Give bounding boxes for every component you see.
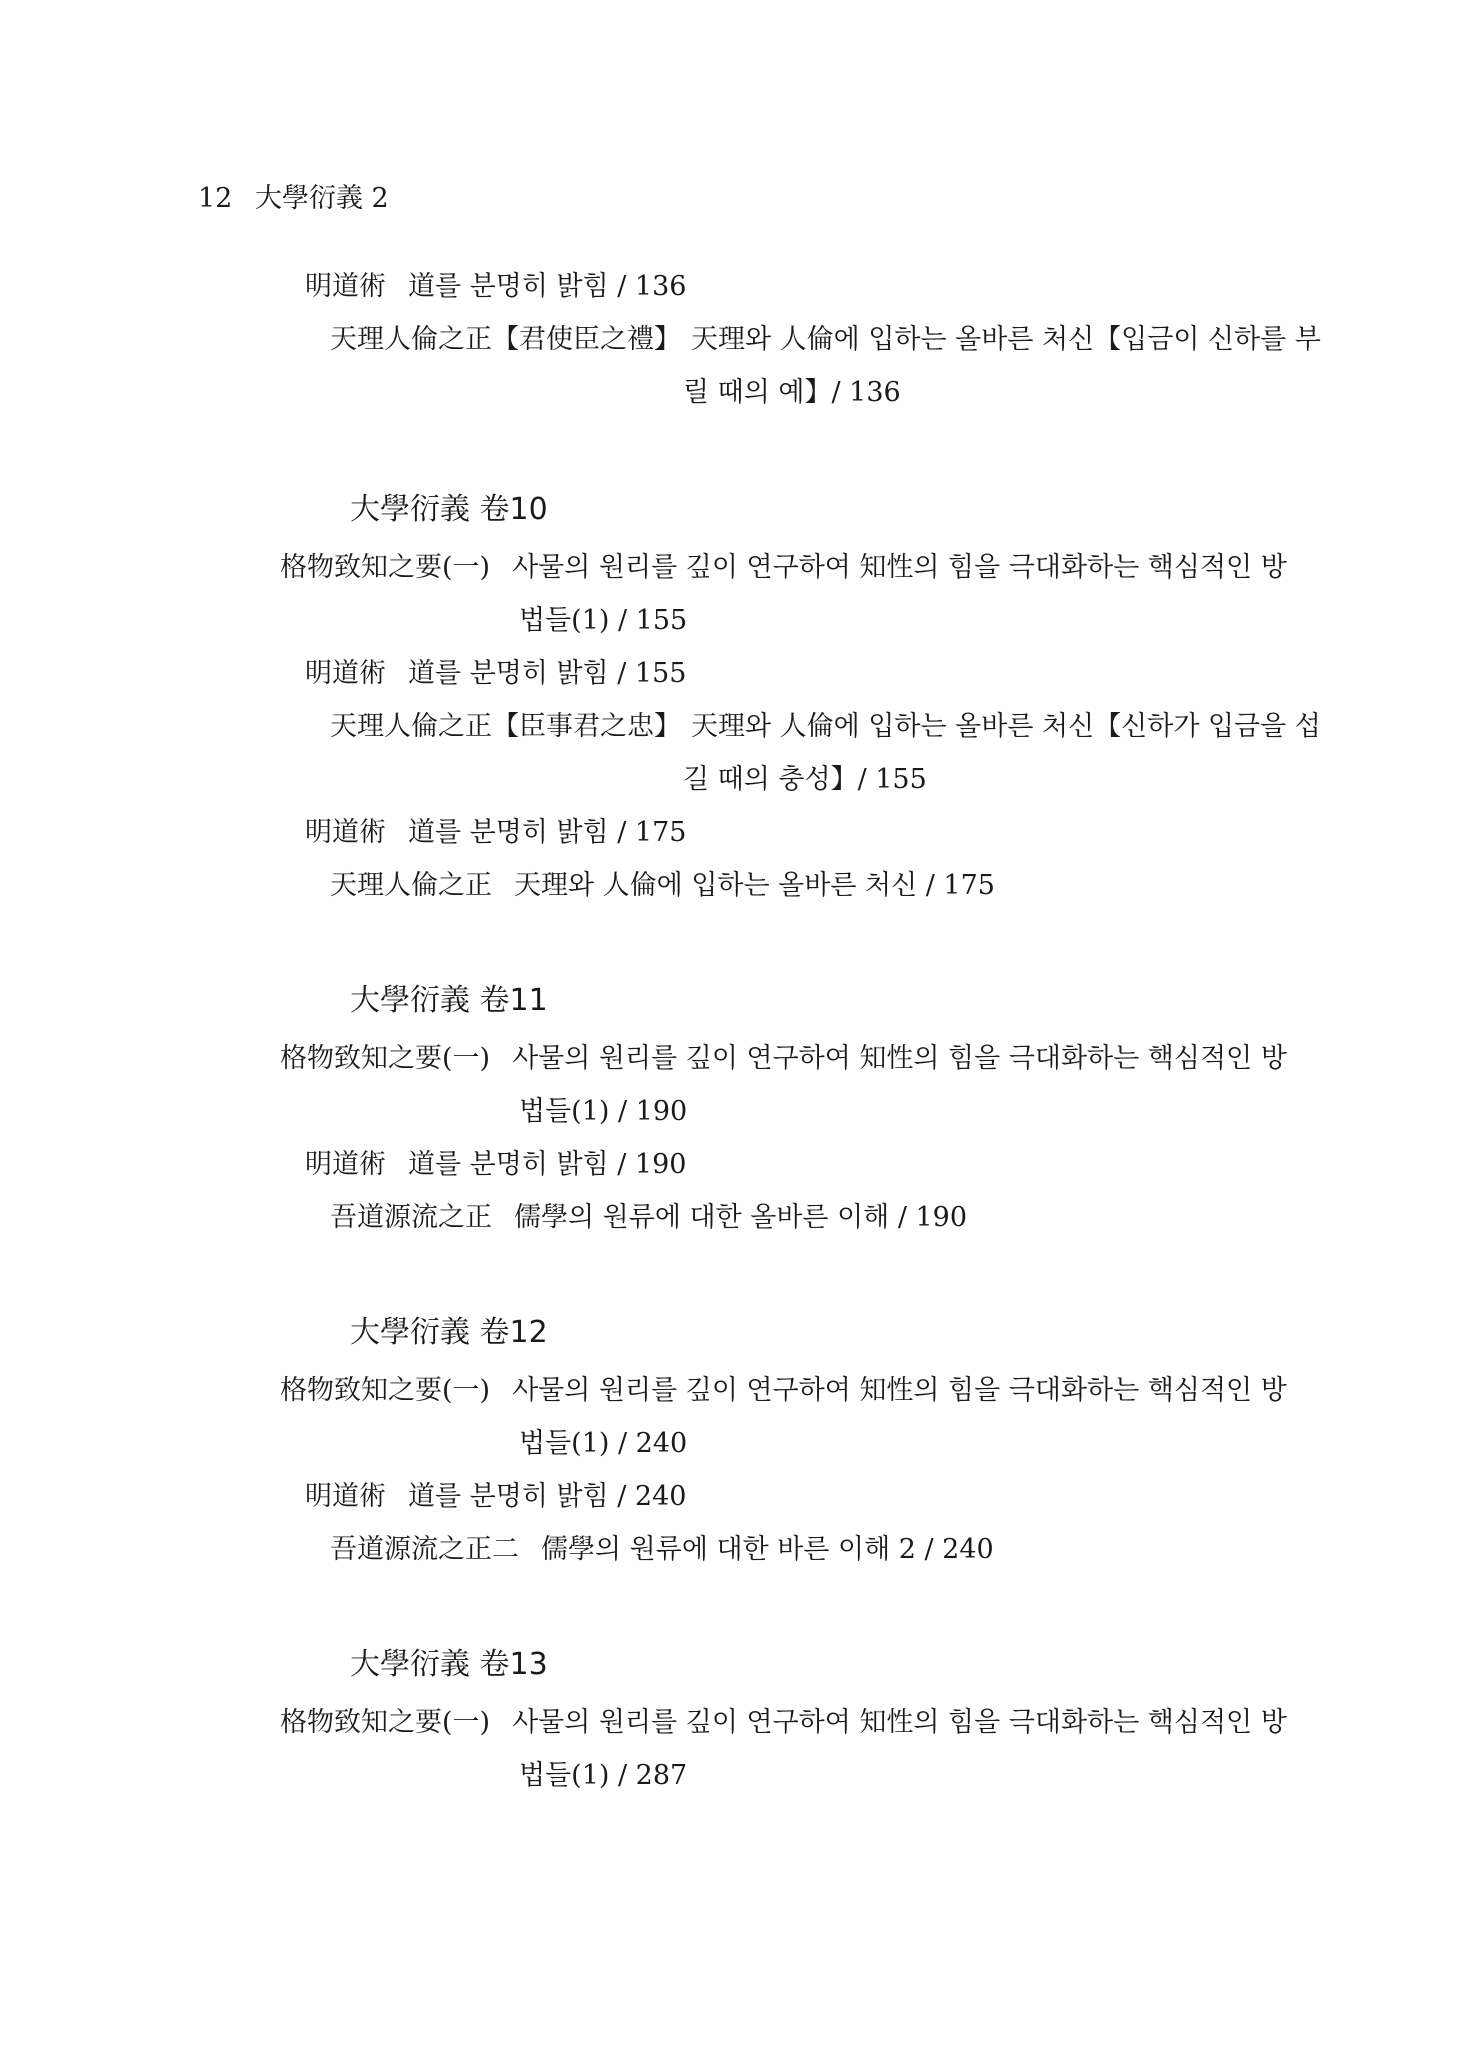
entry-text: 道를 분명히 밝힘 / 136 xyxy=(408,271,687,302)
entry-head: 天理人倫之正【臣事君之忠】 xyxy=(330,711,681,742)
toc-entry-continuation: 법들(1) / 190 xyxy=(519,1096,688,1127)
toc-entry xyxy=(280,1042,1287,1076)
entry-head: 吾道源流之正二 xyxy=(330,1534,519,1565)
entry-text: 사물의 원리를 깊이 연구하여 知性의 힘을 극대화하는 핵심적인 방 xyxy=(512,1043,1287,1074)
entry-text: 天理와 人倫에 입하는 올바른 처신【입금이 신하를 부 xyxy=(691,324,1321,355)
entry-head: 天理人倫之正 xyxy=(330,870,492,901)
toc-entry-continuation: 법들(1) / 287 xyxy=(519,1760,688,1791)
entry-text: 道를 분명히 밝힘 / 190 xyxy=(408,1149,687,1180)
toc-entry xyxy=(305,657,686,691)
volume-title: 大學衍義 卷13 xyxy=(350,1647,548,1682)
toc-entry-continuation: 법들(1) / 155 xyxy=(519,605,688,636)
toc-entry-continuation: 길 때의 충성】/ 155 xyxy=(683,764,927,795)
entry-text: 사물의 원리를 깊이 연구하여 知性의 힘을 극대화하는 핵심적인 방 xyxy=(512,552,1287,583)
toc-entry xyxy=(330,323,1321,357)
page-header xyxy=(198,176,403,215)
toc-entry xyxy=(330,710,1321,744)
toc-entry xyxy=(305,270,686,304)
entry-head: 吾道源流之正 xyxy=(330,1202,492,1233)
entry-head: 明道術 xyxy=(305,658,386,689)
volume-title: 大學衍義 卷11 xyxy=(350,983,548,1018)
toc-entry xyxy=(305,816,686,850)
entry-head: 格物致知之要(一) xyxy=(280,1043,491,1074)
entry-head: 明道術 xyxy=(305,1149,386,1180)
toc-entry xyxy=(305,1148,686,1182)
entry-text: 儒學의 원류에 대한 바른 이해 2 / 240 xyxy=(541,1534,994,1565)
toc-entry xyxy=(280,1374,1287,1408)
entry-head: 天理人倫之正【君使臣之禮】 xyxy=(330,324,681,355)
volume-title: 大學衍義 卷12 xyxy=(350,1315,548,1350)
toc-entry-continuation: 법들(1) / 240 xyxy=(519,1428,688,1459)
page-number: 12 xyxy=(198,183,233,214)
volume-title: 大學衍義 卷10 xyxy=(350,492,548,527)
entry-text: 道를 분명히 밝힘 / 175 xyxy=(408,817,687,848)
entry-head: 明道術 xyxy=(305,817,386,848)
toc-entry xyxy=(330,1533,994,1567)
entry-head: 格物致知之要(一) xyxy=(280,1707,491,1738)
entry-text: 道를 분명히 밝힘 / 155 xyxy=(408,658,687,689)
entry-text: 天理와 人倫에 입하는 올바른 처신【신하가 입금을 섭 xyxy=(691,711,1321,742)
entry-text: 사물의 원리를 깊이 연구하여 知性의 힘을 극대화하는 핵심적인 방 xyxy=(512,1707,1287,1738)
entry-head: 明道術 xyxy=(305,1481,386,1512)
toc-entry xyxy=(305,1480,686,1514)
entry-text: 道를 분명히 밝힘 / 240 xyxy=(408,1481,687,1512)
entry-text: 儒學의 원류에 대한 올바른 이해 / 190 xyxy=(514,1202,968,1233)
toc-entry-continuation: 릴 때의 예】/ 136 xyxy=(683,377,901,408)
entry-head: 格物致知之要(一) xyxy=(280,1375,491,1406)
entry-head: 明道術 xyxy=(305,271,386,302)
entry-text: 天理와 人倫에 입하는 올바른 처신 / 175 xyxy=(514,870,995,901)
toc-entry xyxy=(280,551,1287,585)
entry-text: 사물의 원리를 깊이 연구하여 知性의 힘을 극대화하는 핵심적인 방 xyxy=(512,1375,1287,1406)
book-title: 大學衍義 2 xyxy=(254,183,389,214)
toc-entry xyxy=(280,1706,1287,1740)
entry-head: 格物致知之要(一) xyxy=(280,552,491,583)
toc-entry xyxy=(330,869,995,903)
toc-entry xyxy=(330,1201,967,1235)
